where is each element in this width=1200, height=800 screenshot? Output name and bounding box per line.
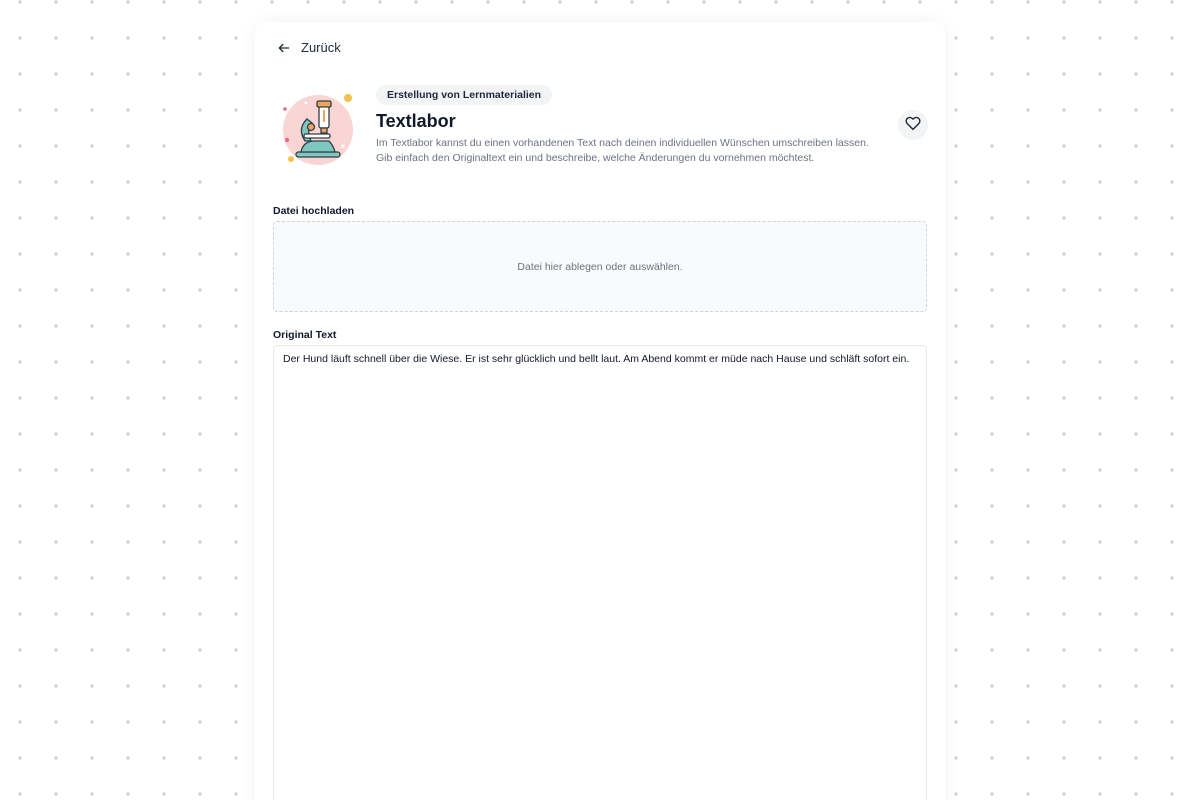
- category-badge: Erstellung von Lernmaterialien: [376, 85, 552, 105]
- favorite-button[interactable]: [898, 110, 928, 140]
- tool-description-line-1: Im Textlabor kannst du einen vorhandenen Text nach deinen individuellen Wünschen umschreiben lassen.: [376, 137, 869, 149]
- tool-title: Textlabor: [376, 111, 456, 131]
- heart-icon: [904, 114, 922, 137]
- tool-description-line-2: Gib einfach den Originaltext ein und beschreibe, welche Änderungen du vornehmen möchtest.: [376, 152, 815, 164]
- back-label: Zurück: [301, 40, 341, 55]
- back-link[interactable]: [277, 40, 341, 55]
- original-text-input[interactable]: [273, 345, 927, 800]
- arrow-left-icon: [277, 41, 291, 55]
- tool-description: [376, 136, 891, 166]
- file-dropzone[interactable]: [273, 221, 927, 312]
- tool-panel: [255, 22, 945, 800]
- upload-label: Datei hochladen: [273, 205, 355, 217]
- microscope-icon: [281, 92, 357, 168]
- original-text-label: Original Text: [273, 329, 337, 341]
- dropzone-text: Datei hier ablegen oder auswählen.: [517, 260, 683, 273]
